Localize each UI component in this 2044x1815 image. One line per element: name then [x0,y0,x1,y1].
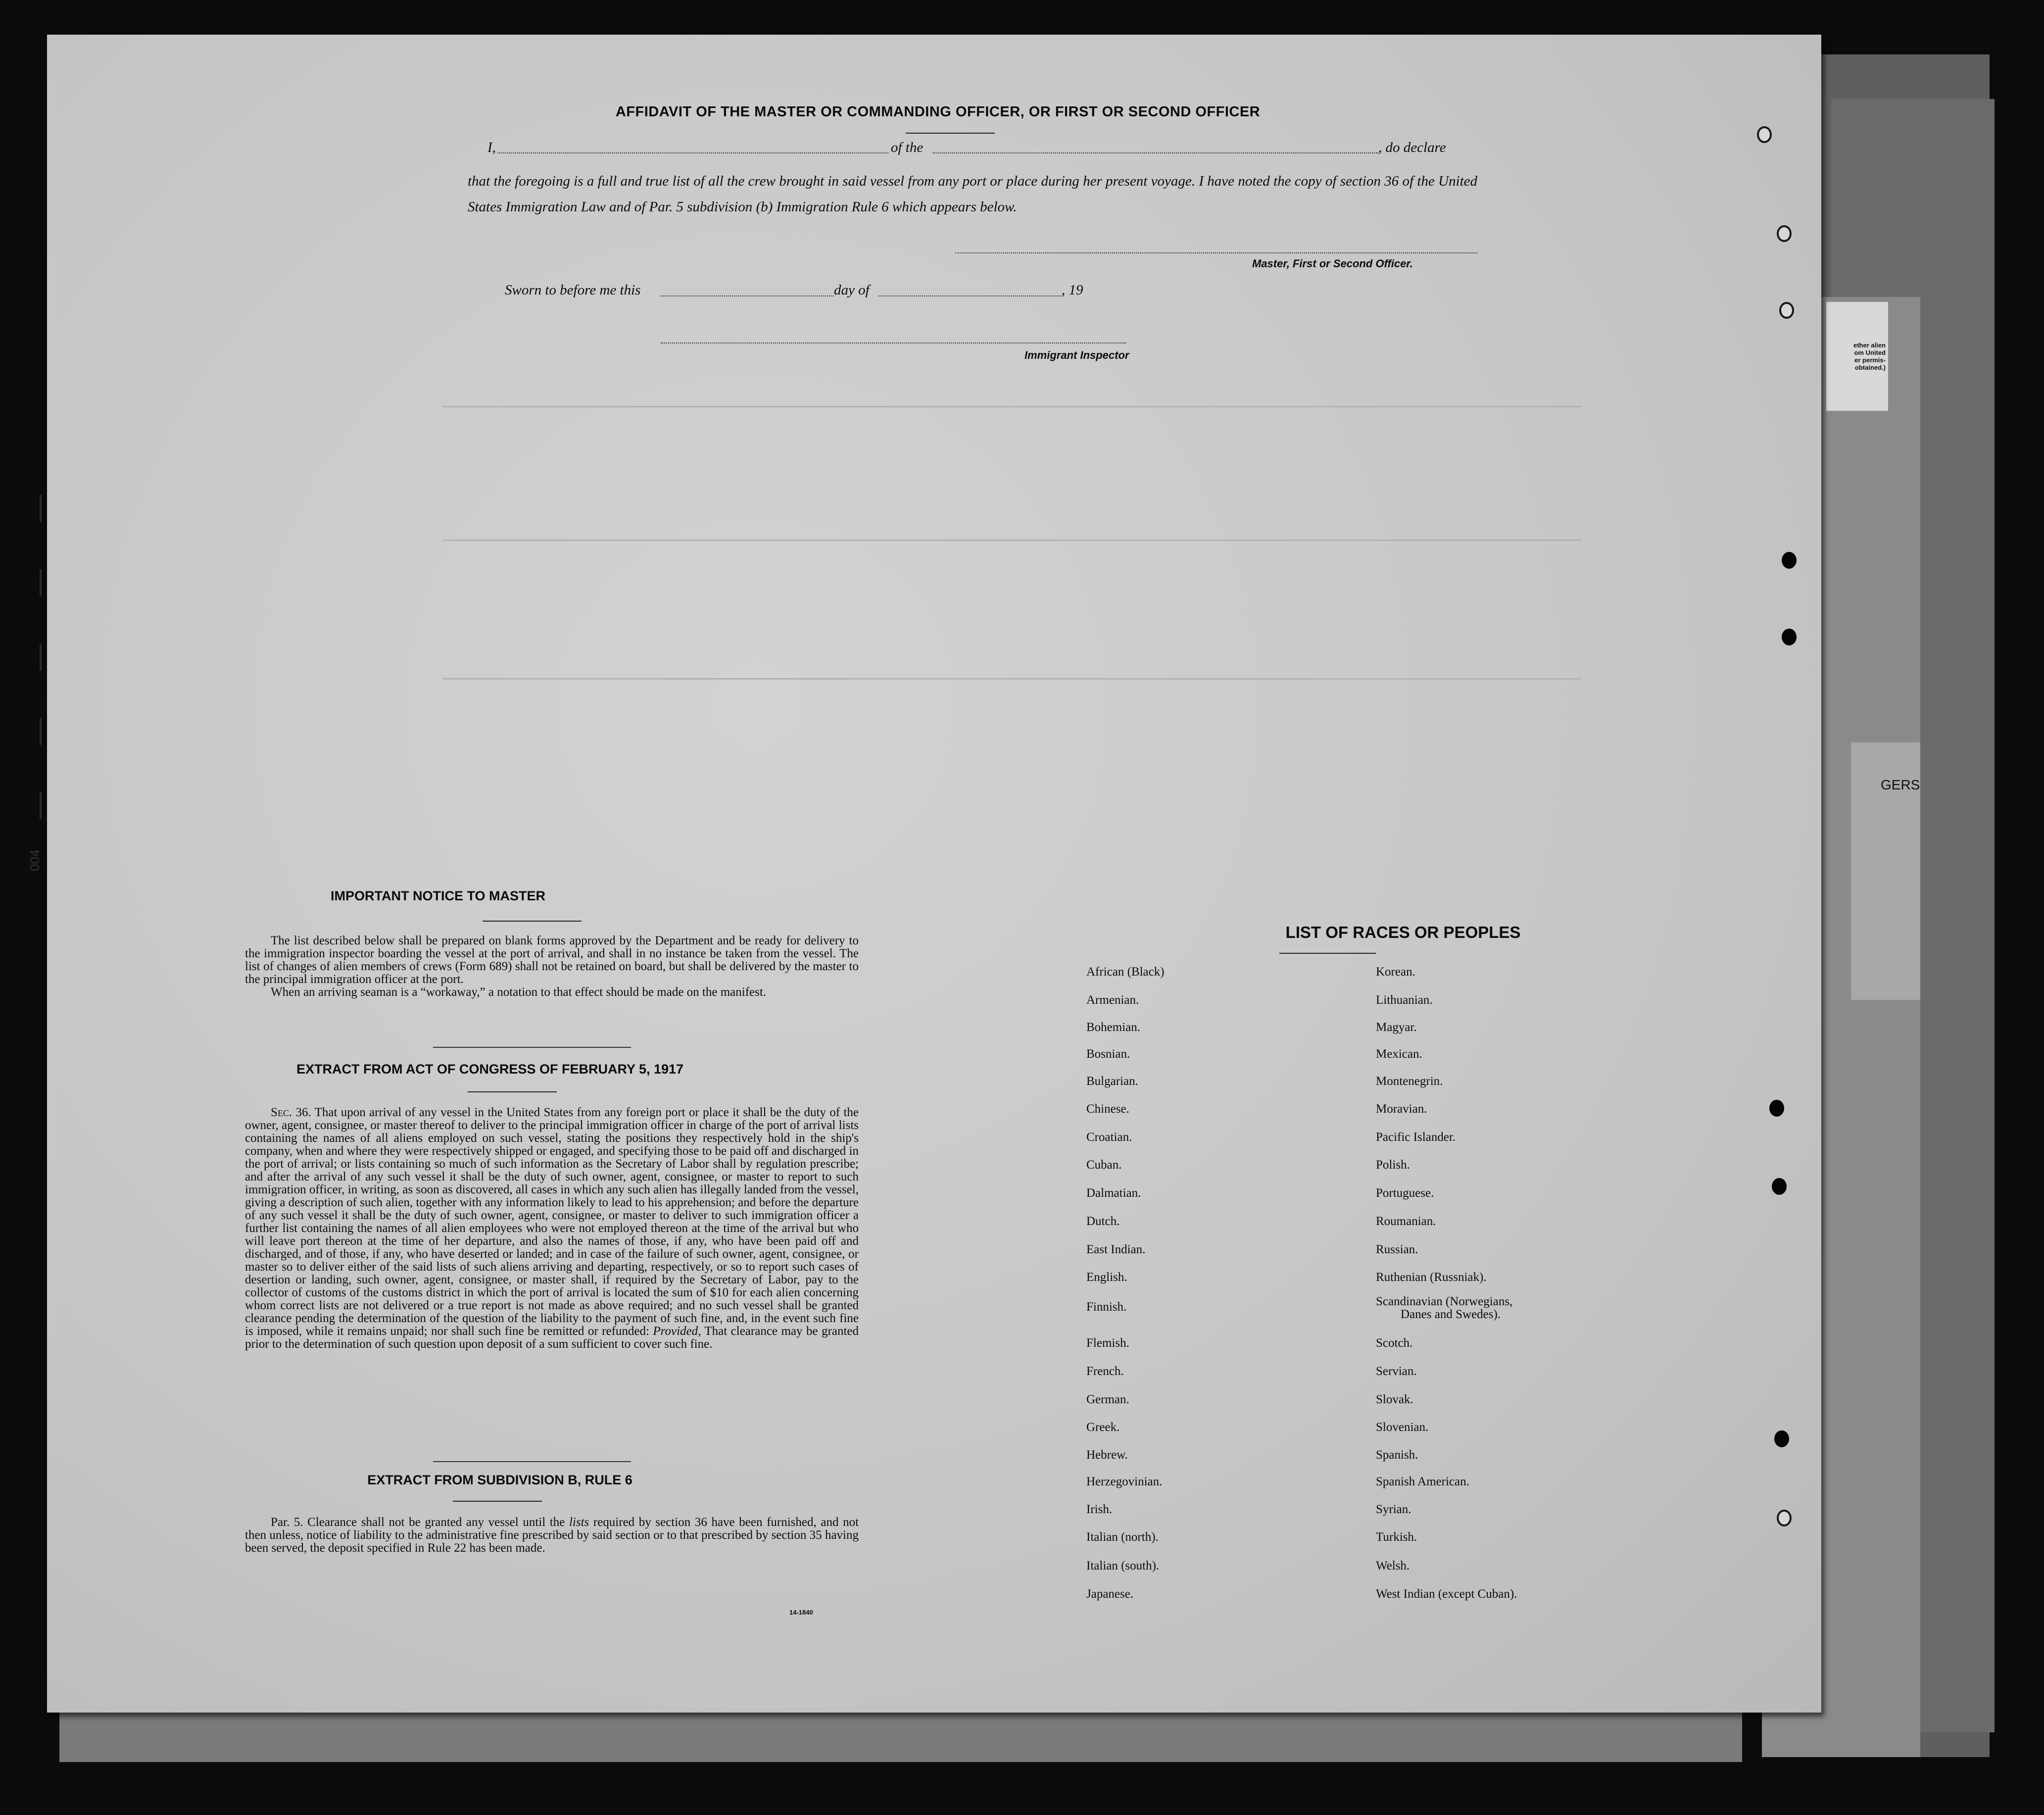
race-item: Spanish. [1376,1448,1418,1462]
race-item: Armenian. [1086,993,1139,1007]
form-page [47,35,1821,1713]
notice-body [245,934,859,999]
rule-extract-text-b: required by section 36 have been furnished, and not then unless, notice of liability to the administrative fine prescribed by said section or to that prescribed by section 35 having been served, the deposit specified in Rule 22 has been made. [245,1516,859,1555]
proviso-word: Provided, [653,1324,701,1338]
race-item: Slovak. [1376,1393,1413,1406]
race-item: Greek. [1086,1421,1120,1434]
race-item: English. [1086,1271,1127,1284]
rule-extract-text-a: Par. 5. Clearance shall not be granted any vessel until the [271,1516,565,1529]
races-title: LIST OF RACES OR PEOPLES [1285,923,1521,941]
affidavit-do-declare-label: , do declare [1378,140,1446,155]
rule-extract-body [245,1516,859,1555]
background-label-line: er permis- [1854,356,1886,364]
race-item: Bosnian. [1086,1047,1130,1061]
race-item: Dutch. [1086,1215,1120,1228]
act-extract-text: 36. That upon arrival of any vessel in the United States from any foreign port or place it shall be the duty of the owner, agent, consignee, or master thereof to deliver to the principal immigration officer in charge of the port of arrival lists containing the names of all aliens employed on such vessel, stating the positions they respectively hold in the ship's company, when and where they were respectively shipped or engaged, and specifying those to be paid off and discharged in the port of arrival; or lists containing so much of such information as the Secretary of Labor shall by regulation prescribe; and after the arrival of any such vessel it shall be the duty of such owner, agent, consignee, or master to report to such immigration officer, in writing, as soon as discovered, all cases in which any such alien has illegally landed from the vessel, giving a description of such alien, together with any information likely to lead to his apprehension; and before the departure of any such vessel it shall be the duty of such owner, agent, consignee, or master to deliver to such immigration officer a further list containing the names of all alien employees who were not employed thereon at the time of the arrival but who will leave port thereon at the time of her departure, and also the names of those, if any, who have been paid off and discharged, and of those, if any, who have deserted or landed; and in case of the failure of such owner, agent, consignee, or master so to deliver either of the said lists of such aliens arriving and departing, respectively, or so to report such cases of desertion or landing, such owner, agent, consignee, or master shall, if required by the Secretary of Labor, pay to the collector of customs of the customs district in which the port of arrival is located the sum of $10 for each alien concerning whom correct lists are not delivered or a true report is not made as above required; and no such vessel shall be granted clearance pending the determination of the question of the liability to the payment of such fine, and, in the event such fine is imposed, while it remains unpaid; nor shall such fine be remitted or refunded: [245,1106,859,1338]
act-extract-body [245,1106,859,1351]
race-item: Welsh. [1376,1559,1410,1572]
act-extract-title: EXTRACT FROM ACT OF CONGRESS OF FEBRUARY 5, 1917 [296,1062,684,1077]
race-item: Hebrew. [1086,1448,1128,1462]
background-label-line: obtained.) [1854,364,1886,371]
background-sheet-bottom [59,1708,1742,1762]
rule-extract-paragraph [245,1516,859,1555]
race-item: Korean. [1376,965,1415,979]
background-label-line: om United [1854,349,1886,356]
proviso-text: That clearance may be granted prior to the determination of such question upon deposit of a sum sufficient to cover such fine. [245,1324,859,1351]
race-item: Finnish. [1086,1300,1127,1314]
margin-tick [40,718,42,745]
race-item: Moravian. [1376,1102,1427,1116]
race-item: Japanese. [1086,1587,1134,1601]
section-rule [1279,953,1376,954]
race-item: Roumanian. [1376,1215,1436,1228]
background-label-line: ether alien [1853,342,1886,349]
race-item: Cuban. [1086,1158,1122,1172]
race-item: Chinese. [1086,1102,1129,1116]
race-item: Herzegovinian. [1086,1475,1163,1488]
background-sheet-label [1826,342,1886,371]
punch-hole [1772,1178,1787,1195]
race-item: Scotch. [1376,1336,1413,1350]
day-of-label: day of [834,282,870,298]
race-item: Turkish. [1376,1530,1417,1544]
punch-hole [1782,552,1797,569]
vessel-name-field[interactable] [933,152,1378,153]
race-item: Pacific Islander. [1376,1130,1456,1144]
section-rule [453,1501,542,1502]
race-item: Italian (south). [1086,1559,1160,1572]
race-item: East Indian. [1086,1243,1146,1256]
race-item: French. [1086,1365,1124,1378]
affidavit-of-the-label: of the [891,140,924,155]
race-item: Scandinavian (Norwegians, [1376,1295,1513,1308]
sworn-before-label: Sworn to before me this [505,282,641,298]
race-item: Mexican. [1376,1047,1422,1061]
section-rule [433,1461,631,1462]
race-item: Magyar. [1376,1021,1417,1034]
race-item: Slovenian. [1376,1421,1429,1434]
race-item: African (Black) [1086,965,1165,979]
punch-hole [1779,302,1794,319]
rule-extract-title: EXTRACT FROM SUBDIVISION B, RULE 6 [367,1472,633,1487]
punch-hole [1777,1510,1792,1526]
race-item: Flemish. [1086,1336,1129,1350]
race-item: Bulgarian. [1086,1075,1138,1088]
race-item: Irish. [1086,1503,1113,1516]
bleed-through-line [443,540,1581,541]
inspector-label: Immigrant Inspector [1024,349,1129,361]
punch-hole [1769,1100,1784,1117]
race-item: Lithuanian. [1376,993,1433,1007]
race-item: Dalmatian. [1086,1186,1141,1200]
section-rule [468,1091,557,1092]
race-item: German. [1086,1393,1129,1406]
margin-tick [40,643,42,671]
race-item: Russian. [1376,1243,1418,1256]
punch-hole [1777,225,1792,242]
act-extract-paragraph [245,1106,859,1351]
affidavit-title: AFFIDAVIT OF THE MASTER OR COMMANDING OFFICER, OR FIRST OR SECOND OFFICER [615,104,1261,120]
affidavit-i-label: I, [487,140,496,155]
margin-tick [40,495,42,522]
punch-hole [1757,126,1772,143]
punch-hole [1782,629,1797,645]
lists-word: lists [569,1516,589,1529]
section-rule [433,1047,631,1048]
margin-note: 004 [27,849,42,871]
race-item: Croatian. [1086,1130,1132,1144]
bleed-through-line [443,678,1581,680]
race-item: Polish. [1376,1158,1410,1172]
race-item-continuation: Danes and Swedes). [1401,1308,1501,1321]
margin-tick [40,792,42,819]
race-item: Servian. [1376,1365,1417,1378]
race-item: Syrian. [1376,1503,1411,1516]
year-label: , 19 [1062,282,1083,298]
section-rule [483,921,582,922]
section-label: Sec. [271,1106,292,1119]
race-item: Ruthenian (Russniak). [1376,1271,1487,1284]
master-name-field[interactable] [497,152,888,153]
notice-paragraph: The list described below shall be prepared on blank forms approved by the Department and be ready for delivery to the immigration inspector boarding the vessel at the port of arrival, and shall in no instance be taken from the vessel. The list of changes of alien members of crews (Form 689) shall not be retained on board, but shall be delivered by the master to the principal immigration officer at the port. [245,934,859,986]
race-item: Bohemian. [1086,1021,1141,1034]
race-item: Italian (north). [1086,1530,1159,1544]
sworn-month-field[interactable] [878,295,1062,296]
race-item: West Indian (except Cuban). [1376,1587,1517,1601]
notice-title: IMPORTANT NOTICE TO MASTER [331,888,545,903]
punch-hole [1774,1430,1789,1447]
background-label-gers: GERS [1881,777,1920,792]
affidavit-declaration: that the foregoing is a full and true list of all the crew brought in said vessel from any port or place during her present voyage. I have noted the copy of section 36 of the United States Immigration Law and of Par. 5 subdivision (b) Immigration Rule 6 which appears below. [468,173,1477,215]
race-item: Portuguese. [1376,1186,1434,1200]
form-code: 14-1840 [789,1609,813,1616]
master-signature-field[interactable] [955,252,1477,253]
sworn-day-field[interactable] [661,295,834,296]
race-item: Spanish American. [1376,1475,1469,1488]
master-signature-label: Master, First or Second Officer. [1252,257,1413,270]
margin-tick [40,569,42,596]
notice-paragraph: When an arriving seaman is a “workaway,” a notation to that effect should be made on the manifest. [271,985,767,999]
title-underline [906,133,995,134]
bleed-through-line [443,406,1581,407]
race-item: Montenegrin. [1376,1075,1443,1088]
